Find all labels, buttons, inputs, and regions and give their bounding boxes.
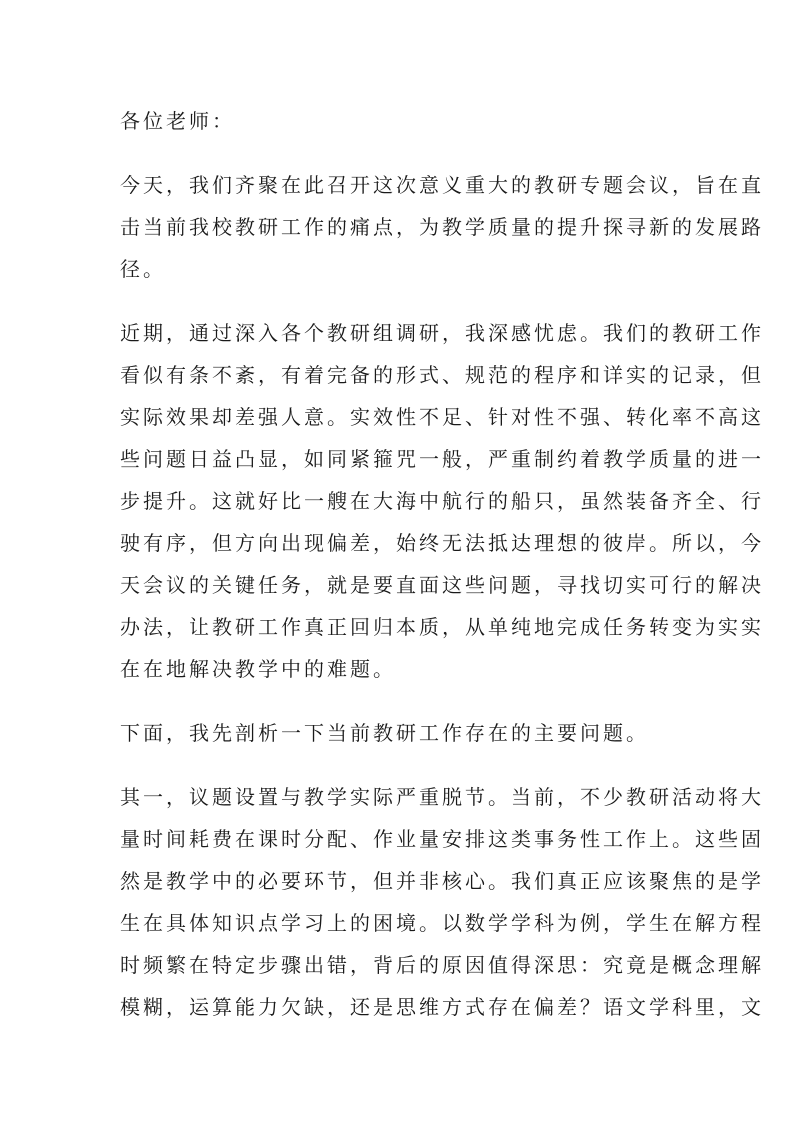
greeting xyxy=(120,100,673,142)
text-line: 步提升。这就好比一艘在大海中航行的船只，虽然装备齐全、行 xyxy=(120,489,764,513)
text-line: 然是教学中的必要环节，但并非核心。我们真正应该聚焦的是学 xyxy=(120,869,764,893)
text-line: 实际效果却差强人意。实效性不足、针对性不强、转化率不高这 xyxy=(120,405,764,429)
text-line: 模糊，运算能力欠缺，还是思维方式存在偏差？语文学科里，文 xyxy=(120,995,764,1019)
paragraph-research-findings xyxy=(120,312,764,690)
text-line: 其一，议题设置与教学实际严重脱节。当前，不少教研活动将大 xyxy=(120,785,764,809)
paragraph-transition xyxy=(120,712,673,754)
text-line: 天会议的关键任务，就是要直面这些问题，寻找切实可行的解决 xyxy=(120,573,764,597)
text-line: 径。 xyxy=(120,257,166,281)
text-line: 今天，我们齐聚在此召开这次意义重大的教研专题会议，旨在直 xyxy=(120,173,764,197)
text-line: 时频繁在特定步骤出错，背后的原因值得深思：究竟是概念理解 xyxy=(120,953,764,977)
text-line: 击当前我校教研工作的痛点，为教学质量的提升探寻新的发展路 xyxy=(120,215,764,239)
text-line: 看似有条不紊，有着完备的形式、规范的程序和详实的记录，但 xyxy=(120,363,764,387)
text-line: 生在具体知识点学习上的困境。以数学学科为例，学生在解方程 xyxy=(120,911,764,935)
paragraph-problem-one xyxy=(120,776,764,1028)
text-line: 办法，让教研工作真正回归本质，从单纯地完成任务转变为实实 xyxy=(120,615,764,639)
document-page xyxy=(120,100,764,1050)
text-line: 下面，我先剖析一下当前教研工作存在的主要问题。 xyxy=(120,721,649,745)
text-line: 近期，通过深入各个教研组调研，我深感忧虑。我们的教研工作 xyxy=(120,321,764,345)
text-line: 量时间耗费在课时分配、作业量安排这类事务性工作上。这些固 xyxy=(120,827,764,851)
text-line: 各位老师： xyxy=(120,109,235,133)
text-line: 驶有序，但方向出现偏差，始终无法抵达理想的彼岸。所以，今 xyxy=(120,531,764,555)
text-line: 在在地解决教学中的难题。 xyxy=(120,657,396,681)
text-line: 些问题日益凸显，如同紧箍咒一般，严重制约着教学质量的进一 xyxy=(120,447,764,471)
paragraph-intro xyxy=(120,164,764,290)
